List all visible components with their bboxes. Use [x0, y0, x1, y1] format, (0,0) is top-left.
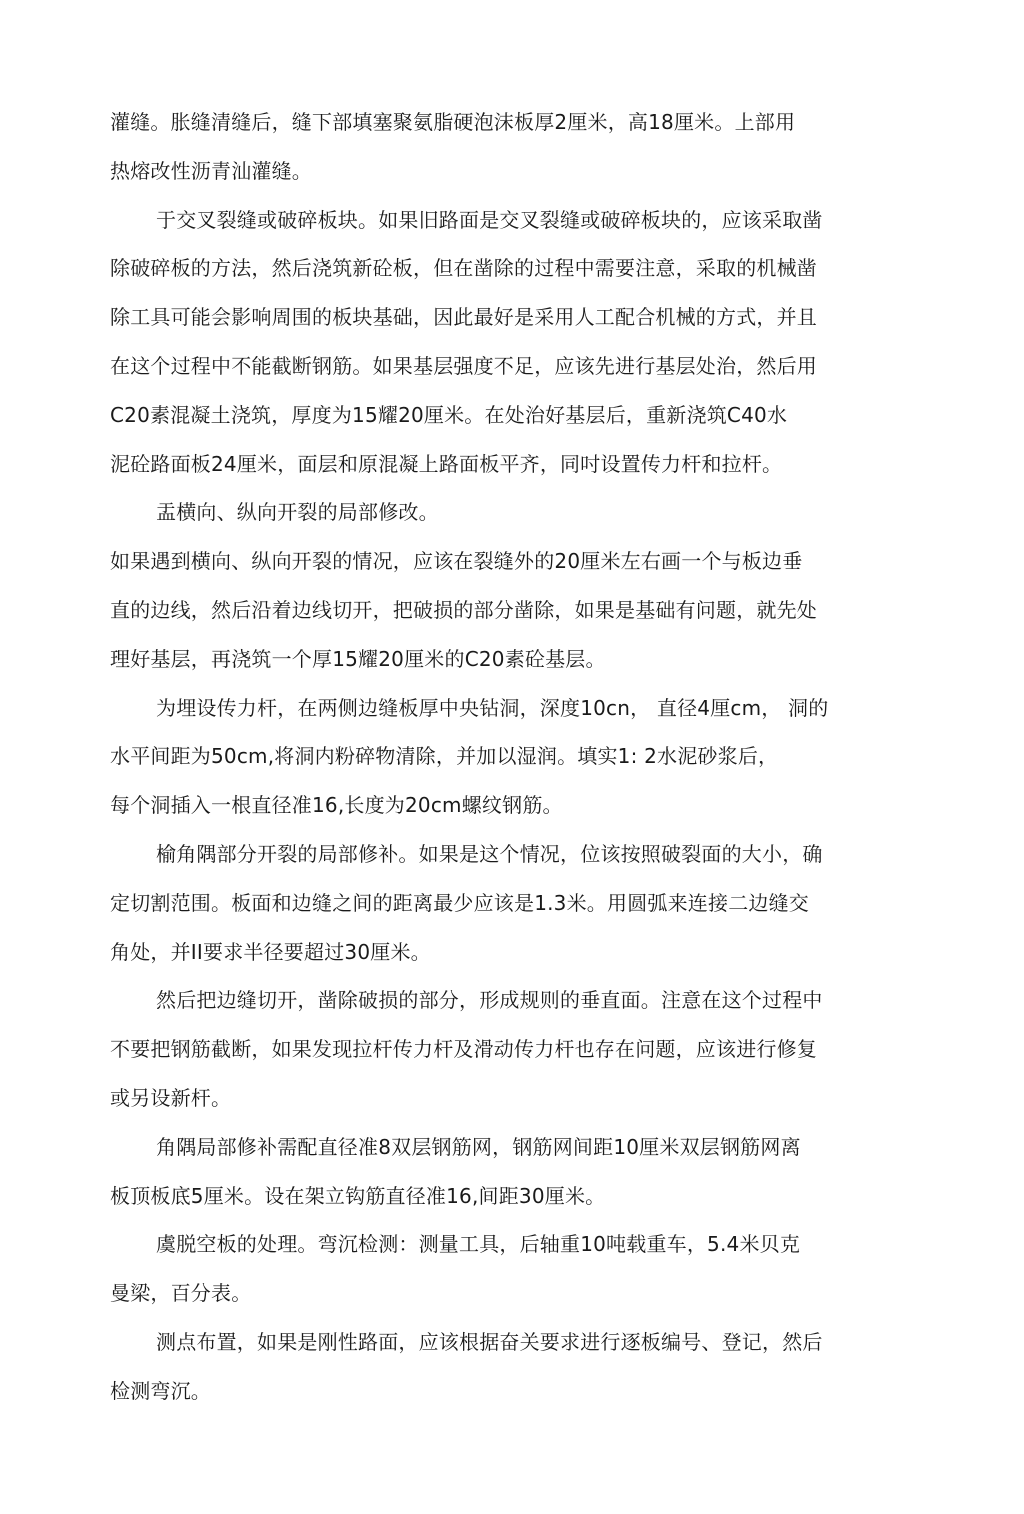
text-line: 除工具可能会影响周围的板块基础，因此最好是采用人工配合机械的方式，并且: [110, 305, 817, 330]
text-line: 然后把边缝切开，凿除破损的部分，形成规则的垂直面。注意在这个过程中: [156, 988, 823, 1013]
text-line: 热熔改性沥青汕灌缝。: [110, 158, 312, 183]
text-line: 榆角隅部分开裂的局部修补。如果是这个情况，位该按照破裂面的大小，确: [156, 841, 823, 866]
text-line: 在这个过程中不能截断钢筋。如果基层强度不足，应该先进行基层处治，然后用: [110, 353, 817, 378]
text-line: 于交叉裂缝或破碎板块。如果旧路面是交叉裂缝或破碎板块的，应该采取凿: [156, 207, 823, 232]
text-line: 测点布置，如果是刚性路面，应该根据奋关要求进行逐板编号、登记，然后: [156, 1329, 823, 1354]
text-line: 角隅局部修补需配直径准8双层钢筋网，钢筋网间距10厘米双层钢筋网离: [156, 1134, 801, 1159]
text-line: 除破碎板的方法，然后浇筑新砼板，但在凿除的过程中需要注意，采取的机械凿: [110, 256, 817, 281]
text-line: 泥砼路面板24厘米，面层和原混凝上路面板平齐，同吋设置传力杆和拉杆。: [110, 451, 783, 476]
text-line: 直的边线，然后沿着边线切开，把破损的部分凿除，如果是基础有问题，就先处: [110, 597, 817, 622]
text-line: 虞脱空板的处理。弯沉检测：测量工具，后轴重10吨载重车，5.4米贝克: [156, 1232, 801, 1257]
text-line: 检测弯沉。: [110, 1378, 211, 1403]
text-line: 曼梁，百分表。: [110, 1281, 252, 1306]
text-line: 理好基层，再浇筑一个厚15耀20厘米的C20素砼基层。: [110, 646, 606, 671]
text-line: 每个洞插入一根直径准16,长度为20cm螺纹钢筋。: [110, 793, 563, 818]
text-line: 板顶板底5厘米。设在架立钩筋直径准16,间距30厘米。: [110, 1183, 606, 1208]
text-line: 水平间距为50cm,将洞内粉碎物清除，并加以湿润。填实1: 2水泥砂浆后，: [110, 744, 779, 769]
text-line: 不要把钢筋截断，如果发现拉杆传力杆及滑动传力杆也存在问题，应该进行修复: [110, 1037, 817, 1062]
text-line: 灌缝。胀缝清缝后，缝下部填塞聚氨脂硬泡沫板厚2厘米，高18厘米。上部用: [110, 110, 796, 134]
text-line: C20素混凝土浇筑，厚度为15耀20厘米。在处治好基层后，重新浇筑C40水: [110, 402, 788, 427]
text-line: 盂横向、纵向开裂的局部修改。: [156, 500, 439, 525]
text-line: 角处，并II要求半径要超过30厘米。: [110, 939, 431, 964]
text-line: 定切割范围。板面和边缝之间的距离最少应该是1.3米。用圆弧来连接二边缝交: [110, 890, 810, 915]
text-line: 或另设新杆。: [110, 1085, 232, 1110]
document-body: [110, 98, 890, 1416]
text-line: 如果遇到横向、纵向开裂的情况，应该在裂缝外的20厘米左右画一个与板边垂: [110, 549, 803, 574]
text-line: 为埋设传力杆，在两侧边缝板厚中央钻洞，深度10cn， 直径4厘cm， 洞的: [156, 695, 829, 720]
